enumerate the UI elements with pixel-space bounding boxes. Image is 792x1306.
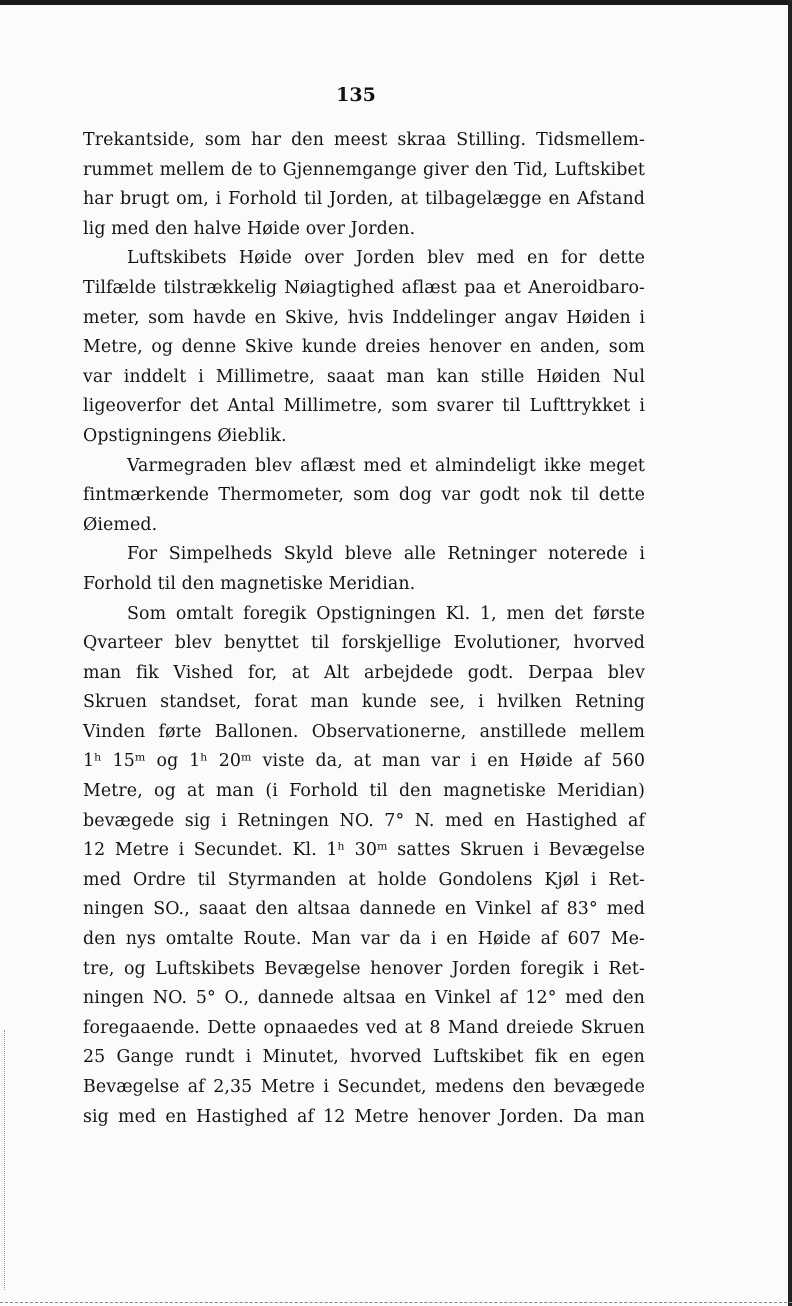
text-line: rummet mellem de to Gjennemgange giver den Tid, Luftskibet [83, 159, 645, 180]
scan-right-edge [788, 0, 792, 1306]
text-line: Trekantside, som har den meest skraa Stilling. Tidsmellem- [83, 130, 645, 150]
text-line: sig med en Hastighed af 12 Metre henover Jorden. Da man [83, 1106, 645, 1127]
text-line: fintmærkende Thermometer, som dog var godt nok til dette [83, 485, 645, 506]
scan-left-edge [4, 1030, 6, 1290]
text-line: meter, som havde en Skive, hvis Inddelinger angav Høiden i [83, 307, 645, 328]
text-line: 12 Metre i Secundet. Kl. 1ʰ 30ᵐ sattes Skruen i Bevægelse [83, 840, 645, 861]
text-line: Øiemed. [83, 514, 158, 535]
text-line: Vinden førte Ballonen. Observationerne, anstillede mellem [83, 721, 645, 742]
text-line: ligeoverfor det Antal Millimetre, som svarer til Lufttrykket i [83, 396, 645, 417]
text-line: Qvarteer blev benyttet til forskjellige Evolutioner, hvorved [83, 633, 645, 654]
text-line: Forhold til den magnetiske Meridian. [83, 573, 416, 594]
text-line: har brugt om, i Forhold til Jorden, at tilbagelægge en Afstand [83, 189, 645, 210]
text-line: foregaaende. Dette opnaaedes ved at 8 Mand dreiede Skruen [83, 1017, 645, 1038]
text-line: Opstigningens Øieblik. [83, 425, 287, 446]
scan-bottom-edge [0, 1302, 792, 1303]
text-line: Som omtalt foregik Opstigningen Kl. 1, men det første [127, 603, 645, 624]
text-line: man fik Vished for, at Alt arbejdede godt. Derpaa blev [83, 662, 645, 683]
page-number: 135 [336, 84, 376, 106]
text-line: lig med den halve Høide over Jorden. [83, 218, 416, 239]
text-line: Tilfælde tilstrækkelig Nøiagtighed aflæst paa et Aneroidbaro- [83, 277, 645, 298]
text-line: bevægede sig i Retningen NO. 7° N. med en Hastighed af [83, 810, 645, 831]
text-line: Luftskibets Høide over Jorden blev med en for dette [127, 248, 645, 269]
text-line: tre, og Luftskibets Bevægelse henover Jorden foregik i Ret- [83, 958, 645, 979]
text-line: Metre, og at man (i Forhold til den magnetiske Meridian) [83, 781, 645, 802]
scan-top-edge [0, 0, 792, 5]
text-line: ningen SO., saaat den altsaa dannede en Vinkel af 83° med [83, 899, 645, 920]
text-line: 1ʰ 15ᵐ og 1ʰ 20ᵐ viste da, at man var i en Høide af 560 [83, 751, 645, 772]
text-line: 25 Gange rundt i Minutet, hvorved Luftskibet fik en egen [83, 1047, 645, 1068]
text-line: For Simpelheds Skyld bleve alle Retninger noterede i [127, 544, 645, 565]
text-line: Varmegraden blev aflæst med et almindeligt ikke meget [127, 455, 645, 476]
text-line: ningen NO. 5° O., dannede altsaa en Vinkel af 12° med den [83, 988, 645, 1009]
text-line: Metre, og denne Skive kunde dreies henover en anden, som [83, 337, 645, 358]
body-text [83, 126, 645, 1132]
text-line: med Ordre til Styrmanden at holde Gondolens Kjøl i Ret- [83, 869, 645, 890]
text-line: var inddelt i Millimetre, saaat man kan stille Høiden Nul [83, 366, 645, 387]
text-line: Bevægelse af 2,35 Metre i Secundet, medens den bevægede [83, 1077, 645, 1097]
text-line: Skruen standset, forat man kunde see, i hvilken Retning [83, 692, 645, 713]
text-line: den nys omtalte Route. Man var da i en Høide af 607 Me- [83, 929, 645, 950]
